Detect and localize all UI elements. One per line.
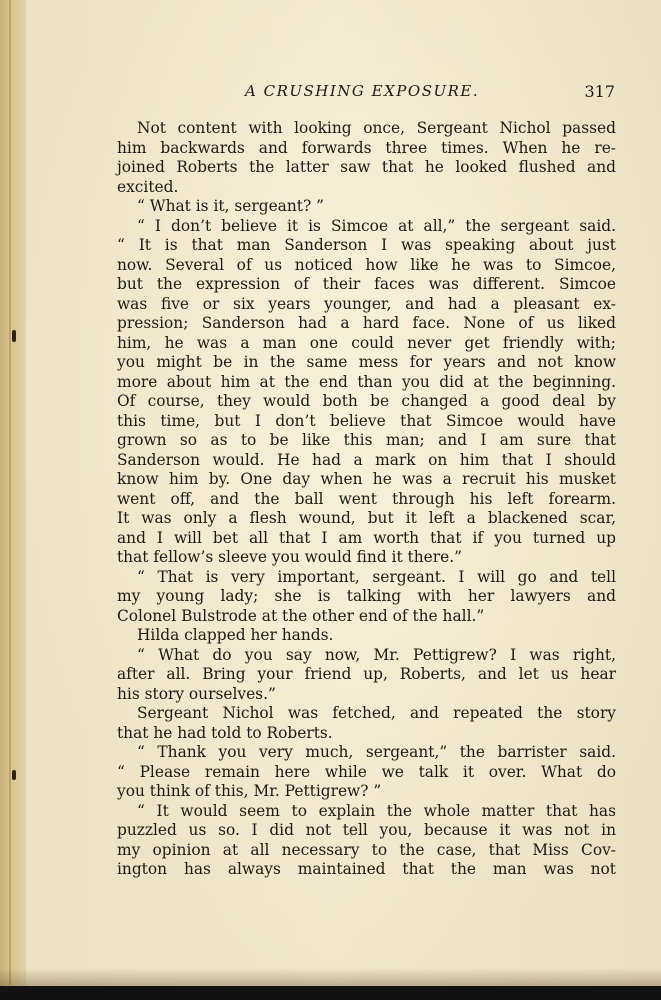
text-line: my opinion at all necessary to the case, that Miss Cov- [117,840,616,859]
text-line: you think of this, Mr. Pettigrew? ” [117,782,382,800]
text-line: It was only a flesh wound, but it left a blackened scar, [117,509,616,527]
text-line: Not content with looking once, Sergeant Nichol passed [137,119,616,137]
text-line: “ It is that man Sanderson I was speaking about just [117,236,616,254]
text-line: you might be in the same mess for years and not know [117,353,616,371]
text-line: and I will bet all that I am worth that if you turned up [117,528,616,547]
text-line: “ Thank you very much, sergeant,” the barrister said. [137,743,616,761]
text-line: him backwards and forwards three times. When he re- [117,138,616,157]
text-line: Colonel Bulstrode at the other end of the hall.” [117,606,485,625]
text-line: was five or six years younger, and had a pleasant ex- [117,294,616,313]
text-line: “ I don’t believe it is Simcoe at all,” the sergeant said. [137,216,616,235]
page-number: 317 [584,82,615,101]
text-line: “ What is it, sergeant? ” [137,197,324,215]
text-line: Sanderson would. He had a mark on him that I should [117,450,616,469]
text-line: now. Several of us noticed how like he was to Simcoe, [117,255,616,274]
text-line: grown so as to be like this man; and I am sure that [117,431,616,449]
text-line: but the expression of their faces was different. Simcoe [117,275,616,293]
text-line: after all. Bring your friend up, Roberts, and let us hear [117,665,616,683]
text-line: excited. [117,177,179,196]
page-bottom-shadow [0,968,661,986]
page-header [115,82,615,106]
text-line: “ That is very important, sergeant. I will go and tell [137,567,616,586]
text-line: went off, and the ball went through his left forearm. [117,489,616,508]
text-line: “ What do you say now, Mr. Pettigrew? I was right, [137,645,616,664]
text-line: puzzled us so. I did not tell you, because it was not in [117,821,616,839]
text-line: ington has always maintained that the man was not [117,860,616,878]
text-line: Of course, they would both be changed a good deal by [117,392,616,410]
text-line: Hilda clapped her hands. [137,626,334,644]
gutter-rule [9,0,11,985]
text-line: joined Roberts the latter saw that he looked flushed and [117,158,616,176]
text-line: know him by. One day when he was a recruit his musket [117,470,616,488]
text-line: “ It would seem to explain the whole matter that has [137,801,616,820]
running-head: A CRUSHING EXPOSURE. [245,82,480,100]
text-line: my young lady; she is talking with her lawyers and [117,587,616,605]
page-bottom-edge [0,986,661,1000]
binding-mark [12,330,16,342]
text-line: him, he was a man one could never get friendly with; [117,333,616,352]
text-line: that he had told to Roberts. [117,723,333,742]
body-text [117,119,616,880]
binding-mark [12,770,16,780]
text-line: more about him at the end than you did at the beginning. [117,372,616,391]
text-line: pression; Sanderson had a hard face. None of us liked [117,314,616,332]
text-line: “ Please remain here while we talk it over. What do [117,762,616,781]
text-line: his story ourselves.” [117,684,276,703]
page-gutter [0,0,26,1000]
text-line: this time, but I don’t believe that Simcoe would have [117,411,616,430]
text-line: Sergeant Nichol was fetched, and repeated the story [137,704,616,722]
text-line: that fellow’s sleeve you would find it there.” [117,548,462,566]
